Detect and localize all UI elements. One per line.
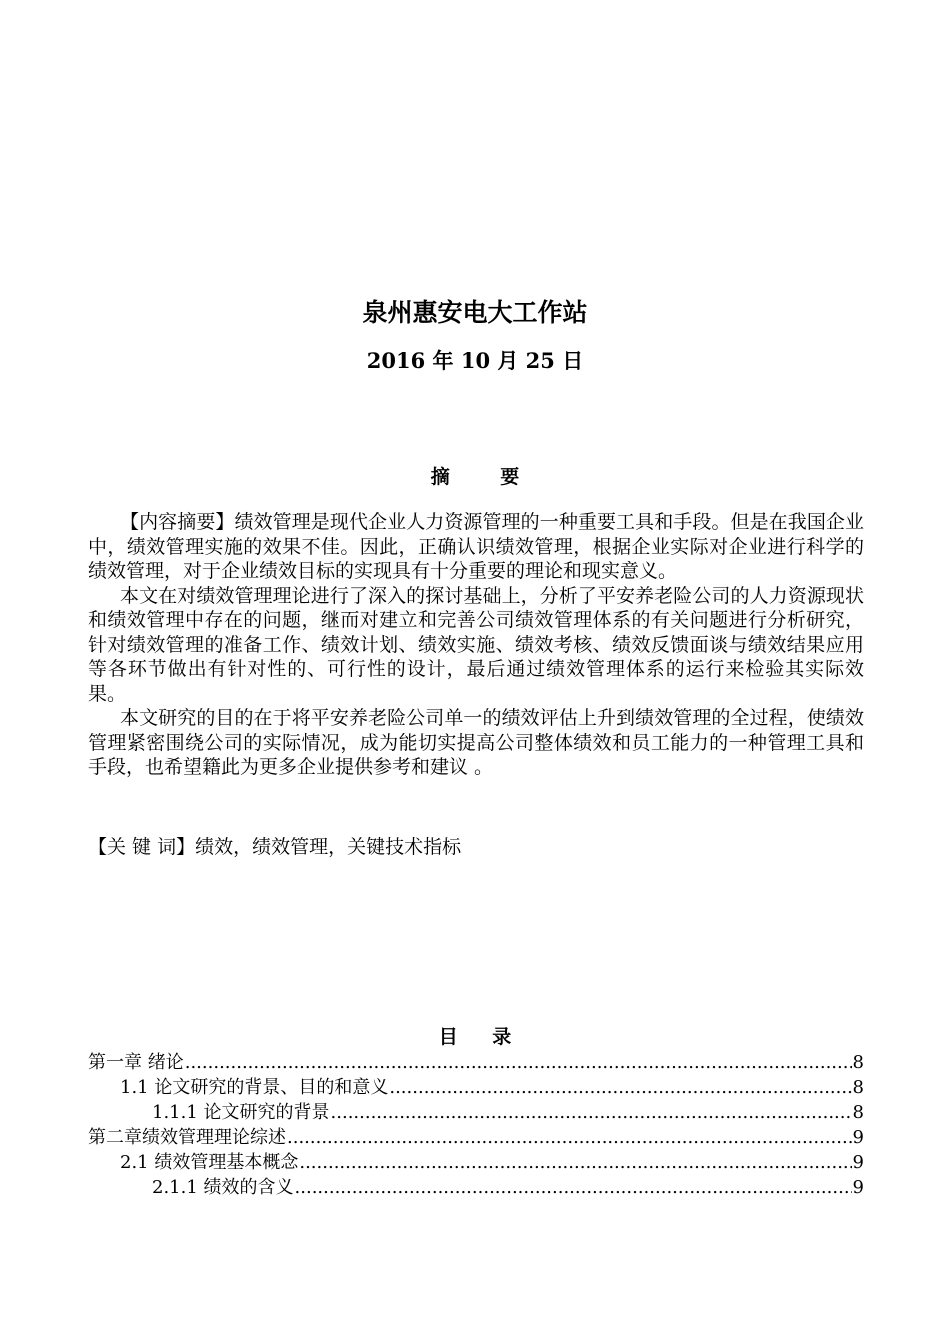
toc-entry-page: 9 bbox=[852, 1177, 864, 1198]
toc-entry-page: 8 bbox=[852, 1102, 864, 1123]
toc-entry-title: 第二章绩效管理理论综述 bbox=[88, 1127, 286, 1148]
toc-leader-dots bbox=[331, 1100, 852, 1125]
toc-entry-page: 9 bbox=[852, 1152, 864, 1173]
toc-entry-page: 8 bbox=[852, 1052, 864, 1073]
toc-leader-dots bbox=[185, 1050, 852, 1075]
toc-entry[interactable] bbox=[88, 1125, 864, 1150]
keywords-line bbox=[88, 835, 864, 859]
abstract-text-1: 绩效管理是现代企业人力资源管理的一种重要工具和手段。但是在我国企业中，绩效管理实施的效果不佳。因此，正确认识绩效管理，根据企业实际对企业进行科学的绩效管理，对于企业绩效目标的实现具有十分重要的理论和现实意义。 bbox=[88, 511, 864, 582]
abstract-paragraph-2 bbox=[88, 584, 864, 707]
abstract-heading: 摘 要 bbox=[430, 466, 542, 488]
toc-leader-dots bbox=[389, 1075, 851, 1100]
toc-entry[interactable] bbox=[88, 1175, 864, 1200]
organization-title: 泉州惠安电大工作站 bbox=[362, 298, 588, 327]
abstract-paragraph-3 bbox=[88, 706, 864, 780]
toc-entry-title: 2.1.1 绩效的含义 bbox=[152, 1177, 294, 1198]
toc-entry[interactable] bbox=[88, 1150, 864, 1175]
abstract-body bbox=[88, 510, 864, 780]
toc-leader-dots bbox=[295, 1175, 852, 1200]
toc-leader-dots bbox=[287, 1125, 852, 1150]
toc-entry-title: 1.1 论文研究的背景、目的和意义 bbox=[120, 1077, 389, 1098]
toc-entry[interactable] bbox=[88, 1100, 864, 1125]
document-date: 2016 年 10 月 25 日 bbox=[366, 348, 584, 373]
toc-entry[interactable] bbox=[88, 1075, 864, 1100]
toc-entry-page: 8 bbox=[852, 1077, 864, 1098]
keywords-text: 绩效，绩效管理，关键技术指标 bbox=[195, 836, 462, 858]
table-of-contents bbox=[88, 1050, 864, 1200]
abstract-text-2: 本文在对绩效管理理论进行了深入的探讨基础上，分析了平安养老险公司的人力资源现状和绩效管理中存在的问题，继而对建立和完善公司绩效管理体系的有关问题进行分析研究，针对绩效管理的准备工作、绩效计划、绩效实施、绩效考核、绩效反馈面谈与绩效结果应用等各环节做出有针对性的、可行性的设计，最后通过绩效管理体系的运行来检验其实际效果。 bbox=[88, 584, 864, 705]
toc-entry-title: 2.1 绩效管理基本概念 bbox=[120, 1152, 299, 1173]
keywords-label: 【关 键 词】 bbox=[88, 836, 196, 858]
toc-entry-title: 1.1.1 论文研究的背景 bbox=[152, 1102, 330, 1123]
abstract-label: 【内容摘要】 bbox=[120, 511, 235, 533]
toc-leader-dots bbox=[299, 1150, 851, 1175]
toc-heading: 目 录 bbox=[438, 1026, 526, 1048]
toc-entry[interactable] bbox=[88, 1050, 864, 1075]
toc-entry-page: 9 bbox=[852, 1127, 864, 1148]
abstract-paragraph-1 bbox=[88, 510, 864, 584]
toc-entry-title: 第一章 绪论 bbox=[88, 1052, 184, 1073]
abstract-text-3: 本文研究的目的在于将平安养老险公司单一的绩效评估上升到绩效管理的全过程，使绩效管理紧密围绕公司的实际情况，成为能切实提高公司整体绩效和员工能力的一种管理工具和手段，也希望籍此为更多企业提供参考和建议 。 bbox=[88, 707, 864, 778]
